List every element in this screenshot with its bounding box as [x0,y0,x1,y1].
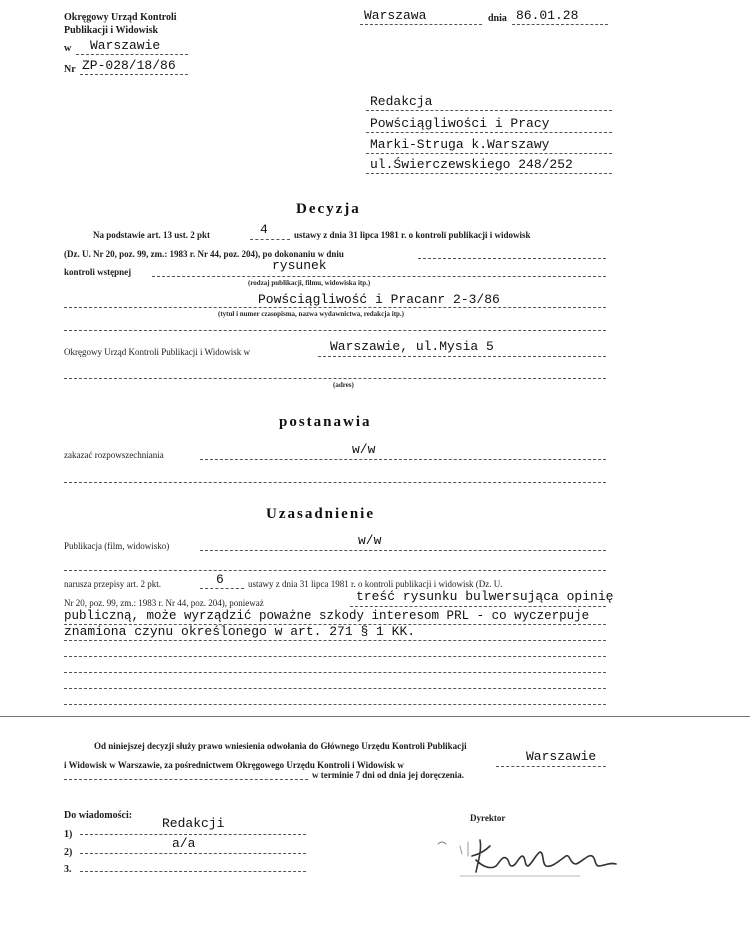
office-address-line [318,356,606,357]
decision-intro-a: Na podstawie art. 13 ust. 2 pkt [93,230,211,240]
justification-title: Uzasadnienie [266,506,376,522]
justification-blank-line-1 [64,570,606,571]
appeal-blank-line [64,779,308,780]
appeal-city: Warszawie [526,749,597,764]
office-name-line1: Okręgowy Urząd Kontroli [64,12,177,23]
publication-title: Powściągliwość i Pracanr 2-3/86 [258,292,500,307]
city-dotted-line [76,54,188,55]
ruling-title: postanawia [279,414,372,430]
reason-line3: znamiona czynu określonego w art. 271 § 1 KK. [64,624,416,639]
blank-line-1 [64,330,606,331]
publication-line [64,307,606,308]
inspection-label: kontroli wstępnej [64,267,132,277]
office-address: Warszawie, ul.Mysia 5 [330,339,494,354]
ruling-line [200,459,606,460]
recipient-line3-rule [366,153,612,154]
place-name: Warszawa [364,8,427,23]
office-city: Warszawie [90,38,161,53]
justification-publication-line [200,550,606,551]
distribution-item-2: a/a [172,836,196,851]
ref-number-label: Nr [64,64,76,75]
appeal-line2: i Widowisk w Warszawie, za pośrednictwem Okręgowego Urzędu Kontroli i Widowisk w [64,760,404,770]
director-label: Dyrektor [470,813,506,823]
ref-number: ZP-028/18/86 [82,58,176,73]
violation-pkt-value: 6 [216,572,224,587]
justification-blank-line-4 [64,688,606,689]
recipient-line4-rule [366,173,612,174]
item-type-caption: (rodzaj publikacji, filmu, widowiska itp.) [248,279,371,287]
reason-line1: treść rysunku bulwersująca opinię [356,589,614,604]
reason-line2: publiczną, może wyrządzić poważne szkody interesom PRL - co wyczerpuje [64,609,590,623]
distribution-line-2 [80,853,306,854]
distribution-item-1: Redakcji [162,816,225,831]
appeal-line1: Od niniejszej decyzji służy prawo wniesienia odwołania do Głównego Urzędu Kontroli Publikacji [94,741,467,751]
office-name-line2: Publikacji i Widowisk [64,25,159,36]
recipient-line2-rule [366,132,612,133]
document-date: 86.01.28 [516,8,579,23]
violation-pkt-line [200,588,244,589]
blank-line-2 [64,378,606,379]
decision-line2: (Dz. U. Nr 20, poz. 99, zm.: 1983 r. Nr 44, poz. 204), po dokonaniu w dniu [64,249,344,259]
decision-pkt-value: 4 [260,222,268,237]
office-label: Okręgowy Urząd Kontroli Publikacji i Widowisk w [64,347,250,357]
publication-caption: (tytuł i numer czasopisma, nazwa wydawnictwa, redakcja itp.) [218,310,405,318]
distribution-number-1: 1) [64,829,73,840]
justification-blank-line-5 [64,704,606,705]
distribution-number-2: 2) [64,847,73,858]
violation-line2: Nr 20, poz. 99, zm.: 1983 r. Nr 44, poz. 204), ponieważ [64,598,264,608]
office-w-label: w [64,43,72,54]
recipient-line1-rule [366,110,612,111]
ruling-value: w/w [352,442,376,457]
justification-publication-value: w/w [358,533,382,548]
reason-line3-rule [64,640,606,641]
distribution-line-1 [80,834,306,835]
distribution-label: Do wiadomości: [64,810,133,821]
recipient-line1: Redakcja [370,94,433,109]
ruling-label: zakazać rozpowszechniania [64,450,164,460]
decision-intro-b: ustawy z dnia 31 lipca 1981 r. o kontroli publikacji i widowisk [294,230,531,240]
appeal-line3: w terminie 7 dni od dnia jej doręczenia. [312,770,464,780]
justification-blank-line-2 [64,656,606,657]
item-type: rysunek [272,258,327,273]
date-dotted-line [512,24,608,25]
pkt-dotted-line [250,239,290,240]
recipient-line3: Marki-Struga k.Warszawy [370,137,550,152]
place-dotted-line [360,24,482,25]
item-type-line [152,276,606,277]
ruling-blank-line [64,482,606,483]
reason-line1-rule [350,606,606,607]
recipient-line2: Powściągliwości i Pracy [370,116,550,131]
distribution-line-3 [80,871,306,872]
recipient-line4: ul.Świerczewskiego 248/252 [370,157,573,172]
director-signature [420,826,630,892]
date-label: dnia [488,13,507,24]
distribution-number-3: 3. [64,864,72,875]
violation-text-b: ustawy z dnia 31 lipca 1981 r. o kontroli publikacji i widowisk (Dz. U. [248,579,503,589]
violation-text-a: narusza przepisy art. 2 pkt. [64,579,161,589]
justification-blank-line-3 [64,672,606,673]
ref-dotted-line [80,74,188,75]
appeal-city-line [496,766,606,767]
page-separator-line [0,716,750,717]
inspection-date-line [418,258,606,259]
justification-publication-label: Publikacja (film, widowisko) [64,541,170,551]
office-address-caption: (adres) [333,381,354,389]
decision-title: Decyzja [296,201,361,217]
